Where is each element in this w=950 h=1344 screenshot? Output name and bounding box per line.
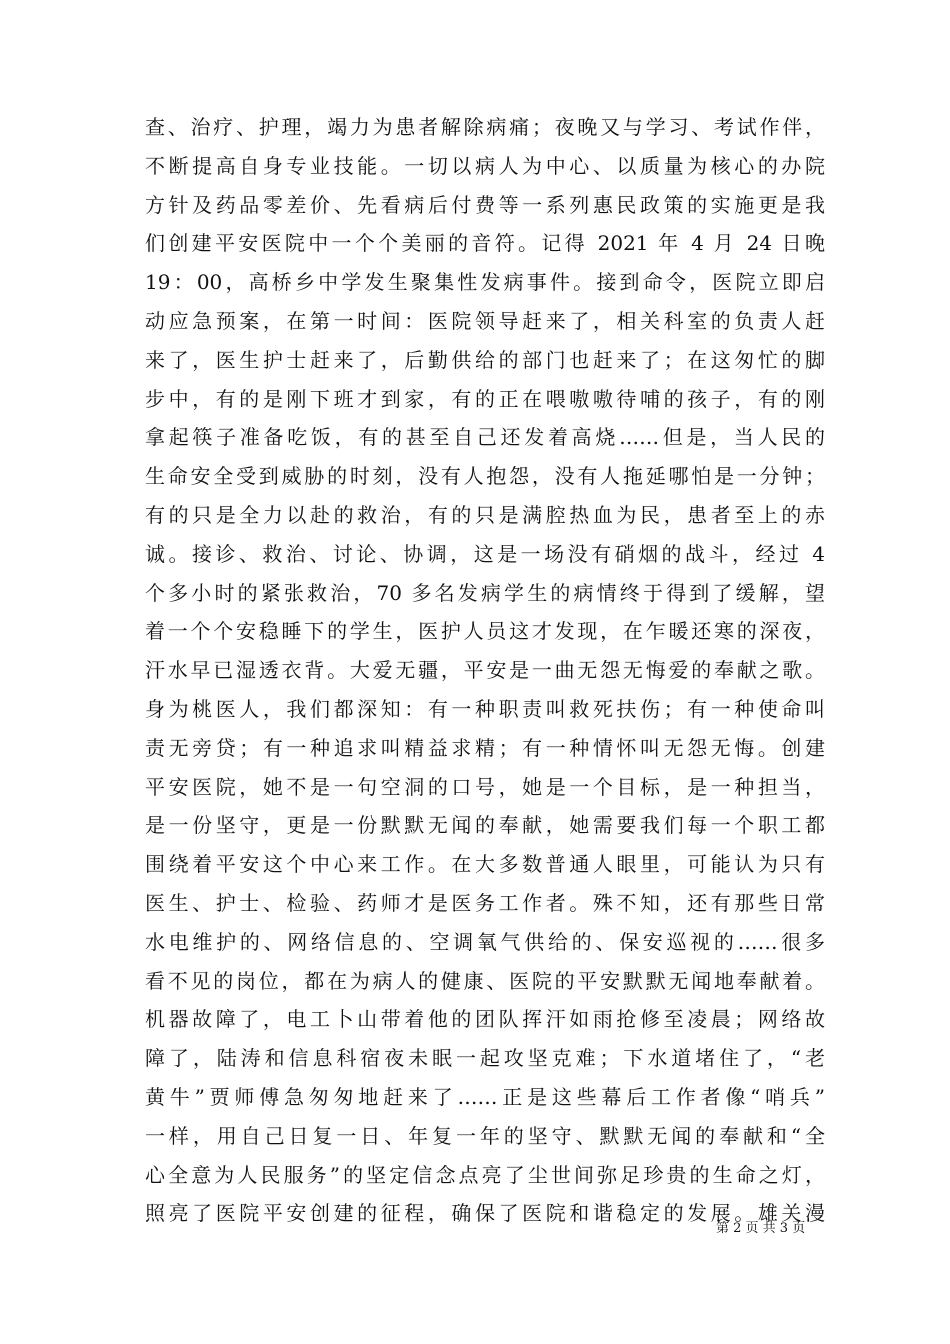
text-line-12: 诚。接诊、救治、讨论、协调，这是一场没有硝烟的战斗，经过 4 (145, 541, 825, 566)
text-line-24: 机器故障了，电工卜山带着他的团队挥汗如雨抢修至凌晨；网络故 (145, 1007, 825, 1032)
text-line-26: 黄牛”贾师傅急匆匆地赶来了……正是这些幕后工作者像“哨兵” (145, 1084, 825, 1109)
text-line-5: 19：00，高桥乡中学发生聚集性发病事件。接到命令，医院立即启 (145, 270, 825, 295)
text-line-27: 一样，用自己日复一日、年复一年的坚守、默默无闻的奉献和“全 (145, 1123, 825, 1148)
text-line-21: 医生、护士、检验、药师才是医务工作者。殊不知，还有那些日常 (145, 890, 825, 915)
page-number-footer: 第 2 页 共 3 页 (716, 1221, 806, 1236)
text-line-6: 动应急预案，在第一时间：医院领导赶来了，相关科室的负责人赶 (145, 308, 825, 333)
text-line-22: 水电维护的、网络信息的、空调氧气供给的、保安巡视的……很多 (145, 929, 825, 954)
text-line-18: 平安医院，她不是一句空洞的口号，她是一个目标，是一种担当， (145, 774, 825, 799)
text-line-2: 不断提高自身专业技能。一切以病人为中心、以质量为核心的办院 (145, 153, 825, 178)
text-line-25: 障了，陆涛和信息科宿夜未眠一起攻坚克难；下水道堵住了，“老 (145, 1046, 825, 1071)
text-line-28: 心全意为人民服务”的坚定信念点亮了尘世间弥足珍贵的生命之灯， (145, 1162, 825, 1187)
document-body (145, 108, 825, 1233)
text-line-17: 责无旁贷；有一种追求叫精益求精；有一种情怀叫无怨无悔。创建 (145, 735, 825, 760)
text-line-11: 有的只是全力以赴的救治，有的只是满腔热血为民，患者至上的赤 (145, 502, 825, 527)
text-line-1: 查、治疗、护理，竭力为患者解除病痛；夜晚又与学习、考试作伴， (145, 115, 825, 139)
text-line-13: 个多小时的紧张救治，70 多名发病学生的病情终于得到了缓解，望 (145, 580, 825, 605)
text-line-8: 步中，有的是刚下班才到家，有的正在喂嗷嗷待哺的孩子，有的刚 (145, 386, 825, 411)
text-line-19: 是一份坚守，更是一份默默无闻的奉献，她需要我们每一个职工都 (145, 813, 825, 838)
text-line-10: 生命安全受到威胁的时刻，没有人抱怨，没有人拖延哪怕是一分钟； (145, 464, 825, 489)
text-line-7: 来了，医生护士赶来了，后勤供给的部门也赶来了；在这匆忙的脚 (145, 347, 825, 372)
text-line-14: 着一个个安稳睡下的学生，医护人员这才发现，在乍暖还寒的深夜， (145, 619, 825, 644)
text-line-29: 照亮了医院平安创建的征程，确保了医院和谐稳定的发展。雄关漫 (145, 1201, 825, 1226)
text-line-16: 身为桃医人，我们都深知：有一种职责叫救死扶伤；有一种使命叫 (145, 696, 825, 721)
text-line-3: 方针及药品零差价、先看病后付费等一系列惠民政策的实施更是我 (145, 192, 825, 217)
text-line-4: 们创建平安医院中一个个美丽的音符。记得 2021 年 4 月 24 日晚 (145, 231, 825, 256)
text-line-23: 看不见的岗位，都在为病人的健康、医院的平安默默无闻地奉献着。 (145, 968, 825, 993)
text-line-9: 拿起筷子准备吃饭，有的甚至自己还发着高烧……但是，当人民的 (145, 425, 825, 450)
text-line-15: 汗水早已湿透衣背。大爱无疆，平安是一曲无怨无悔爱的奉献之歌。 (145, 658, 825, 683)
text-line-20: 围绕着平安这个中心来工作。在大多数普通人眼里，可能认为只有 (145, 852, 825, 877)
